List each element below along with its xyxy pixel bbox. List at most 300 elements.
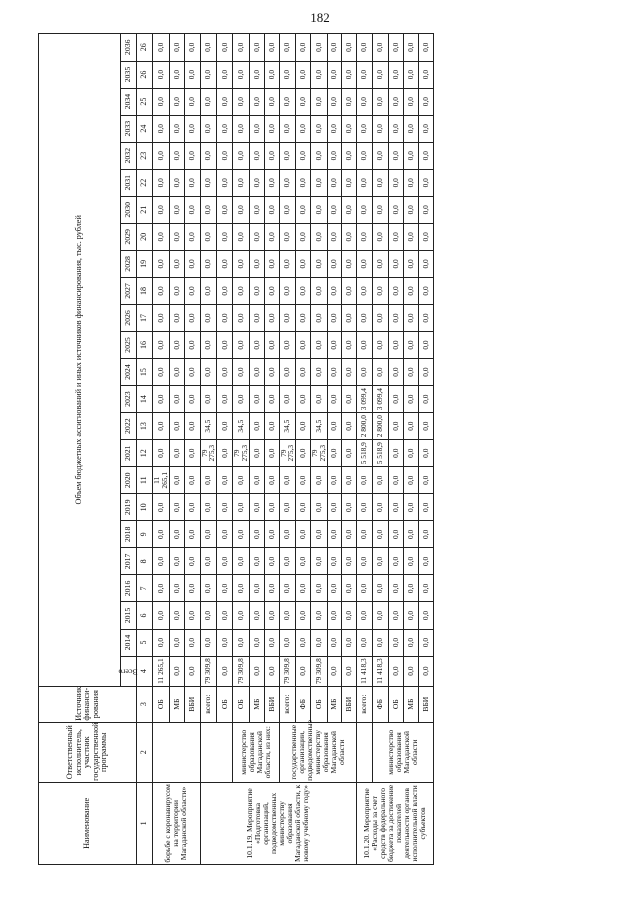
year-value-cell: 0,0 [372,115,388,142]
year-value-cell: 0,0 [372,196,388,223]
year-value-cell: 0,0 [327,223,341,250]
year-value-cell: 0,0 [403,494,418,521]
year-value-cell: 0,0 [296,413,311,440]
source-cell: ОБ [388,686,403,722]
year-value-cell: 0,0 [311,61,328,88]
year-value-cell: 0,0 [327,440,341,467]
year-value-cell: 0,0 [217,494,233,521]
year-value-cell: 0,0 [327,386,341,413]
year-value-cell: 0,0 [403,250,418,277]
year-value-cell: 0,0 [200,575,217,602]
year-value-cell: 0,0 [264,332,279,359]
year-value-cell: 0,0 [341,223,356,250]
year-value-cell: 0,0 [264,413,279,440]
year-value-cell: 0,0 [311,196,328,223]
year-value-cell: 0,0 [279,359,296,386]
year-value-cell: 0,0 [388,277,403,304]
year-value-cell: 0,0 [356,332,372,359]
header-name: Наименование [39,782,137,864]
year-value-cell: 0,0 [311,359,328,386]
year-value-cell: 0,0 [217,629,233,656]
year-value-cell: 0,0 [279,34,296,62]
year-value-cell: 0,0 [200,61,217,88]
header-year: 2029 [121,223,137,250]
year-value-cell: 0,0 [184,413,200,440]
column-index: 14 [137,386,153,413]
source-cell: всего: [279,686,296,722]
total-value-cell: 0,0 [388,656,403,686]
year-value-cell: 0,0 [296,115,311,142]
responsible-cell: министерство образования Магаданской области, из них: [233,722,280,782]
year-value-cell: 0,0 [356,359,372,386]
header-year: 2026 [121,304,137,331]
year-value-cell: 0,0 [184,61,200,88]
year-value-cell: 0,0 [418,440,433,467]
year-value-cell: 0,0 [279,169,296,196]
year-value-cell: 0,0 [264,521,279,548]
year-value-cell: 0,0 [296,34,311,62]
year-value-cell: 0,0 [233,88,250,115]
year-value-cell: 0,0 [169,61,184,88]
year-value-cell: 0,0 [217,223,233,250]
header-year: 2017 [121,548,137,575]
year-value-cell: 0,0 [184,521,200,548]
year-value-cell: 0,0 [403,575,418,602]
year-value-cell: 0,0 [418,61,433,88]
year-value-cell: 5 518,9 [372,440,388,467]
year-value-cell: 0,0 [388,196,403,223]
year-value-cell: 0,0 [341,521,356,548]
year-value-cell: 0,0 [403,196,418,223]
year-value-cell: 0,0 [233,277,250,304]
year-value-cell: 0,0 [184,467,200,494]
year-value-cell: 0,0 [184,386,200,413]
column-index: 21 [137,196,153,223]
year-value-cell: 0,0 [169,413,184,440]
year-value-cell: 0,0 [296,575,311,602]
year-value-cell: 0,0 [249,304,264,331]
year-value-cell: 0,0 [264,602,279,629]
year-value-cell: 0,0 [169,602,184,629]
year-value-cell: 0,0 [233,629,250,656]
header-year: 2022 [121,413,137,440]
header-total: Всего [121,656,137,686]
year-value-cell: 79 275,3 [311,440,328,467]
year-value-cell: 0,0 [233,115,250,142]
column-index: 6 [137,602,153,629]
year-value-cell: 0,0 [184,250,200,277]
year-value-cell: 0,0 [279,142,296,169]
total-value-cell: 79 309,8 [200,656,217,686]
year-value-cell: 0,0 [249,250,264,277]
year-value-cell: 0,0 [249,521,264,548]
year-value-cell: 0,0 [356,196,372,223]
year-value-cell: 0,0 [249,169,264,196]
event-name-cell: борьбе с коронавирусом на территории Магаданской области» [153,782,201,864]
year-value-cell: 0,0 [327,548,341,575]
year-value-cell: 0,0 [311,521,328,548]
year-value-cell: 0,0 [356,494,372,521]
year-value-cell: 0,0 [169,575,184,602]
year-value-cell: 0,0 [327,494,341,521]
year-value-cell: 0,0 [169,88,184,115]
year-value-cell: 0,0 [418,196,433,223]
year-value-cell: 0,0 [279,196,296,223]
column-index: 15 [137,359,153,386]
year-value-cell: 0,0 [249,115,264,142]
year-value-cell: 0,0 [403,223,418,250]
year-value-cell: 0,0 [418,548,433,575]
year-value-cell: 0,0 [296,521,311,548]
year-value-cell: 0,0 [388,223,403,250]
year-value-cell: 0,0 [169,629,184,656]
year-value-cell: 0,0 [264,115,279,142]
year-value-cell: 0,0 [233,169,250,196]
year-value-cell: 0,0 [249,34,264,62]
year-value-cell: 0,0 [264,34,279,62]
year-value-cell: 0,0 [264,196,279,223]
table-row [372,34,388,865]
year-value-cell: 34,5 [200,413,217,440]
header-year: 2032 [121,142,137,169]
year-value-cell: 0,0 [372,521,388,548]
year-value-cell: 0,0 [403,602,418,629]
year-value-cell: 0,0 [388,304,403,331]
year-value-cell: 0,0 [341,602,356,629]
year-value-cell: 0,0 [327,521,341,548]
year-value-cell: 0,0 [184,304,200,331]
year-value-cell: 0,0 [388,88,403,115]
year-value-cell: 0,0 [217,115,233,142]
year-value-cell: 0,0 [341,250,356,277]
year-value-cell: 0,0 [264,277,279,304]
year-value-cell: 0,0 [169,304,184,331]
year-value-cell: 0,0 [327,332,341,359]
header-year: 2023 [121,386,137,413]
year-value-cell: 0,0 [169,359,184,386]
year-value-cell: 0,0 [249,61,264,88]
year-value-cell: 0,0 [403,142,418,169]
year-value-cell: 0,0 [311,304,328,331]
year-value-cell: 0,0 [153,142,170,169]
year-value-cell: 0,0 [403,34,418,62]
year-value-cell: 0,0 [296,494,311,521]
year-value-cell: 0,0 [403,440,418,467]
year-value-cell: 0,0 [327,169,341,196]
year-value-cell: 0,0 [356,61,372,88]
year-value-cell: 0,0 [388,386,403,413]
year-value-cell: 0,0 [200,386,217,413]
year-value-cell: 0,0 [403,629,418,656]
year-value-cell: 0,0 [311,277,328,304]
year-value-cell: 0,0 [418,88,433,115]
header-year: 2030 [121,196,137,223]
year-value-cell: 0,0 [403,386,418,413]
year-value-cell: 2 800,0 [356,413,372,440]
year-value-cell: 0,0 [356,88,372,115]
year-value-cell: 0,0 [217,304,233,331]
year-value-cell: 0,0 [341,413,356,440]
year-value-cell: 0,0 [341,169,356,196]
year-value-cell: 0,0 [217,142,233,169]
year-value-cell: 0,0 [233,61,250,88]
column-index: 20 [137,223,153,250]
year-value-cell: 0,0 [200,629,217,656]
year-value-cell: 0,0 [418,277,433,304]
year-value-cell: 0,0 [169,142,184,169]
year-value-cell: 0,0 [388,467,403,494]
year-value-cell: 0,0 [341,277,356,304]
year-value-cell: 0,0 [200,548,217,575]
year-value-cell: 0,0 [169,277,184,304]
year-value-cell: 0,0 [296,332,311,359]
column-index: 10 [137,494,153,521]
year-value-cell: 0,0 [169,169,184,196]
year-value-cell: 0,0 [388,575,403,602]
source-cell: всего: [200,686,217,722]
total-value-cell: 0,0 [184,656,200,686]
source-cell: ОБ [217,686,233,722]
year-value-cell: 0,0 [217,196,233,223]
year-value-cell: 0,0 [372,88,388,115]
year-value-cell: 0,0 [372,575,388,602]
year-value-cell: 0,0 [200,494,217,521]
year-value-cell: 0,0 [372,250,388,277]
year-value-cell: 0,0 [249,142,264,169]
year-value-cell: 2 800,0 [372,413,388,440]
year-value-cell: 0,0 [279,467,296,494]
year-value-cell: 0,0 [403,88,418,115]
year-value-cell: 0,0 [356,548,372,575]
year-value-cell: 0,0 [327,34,341,62]
year-value-cell: 0,0 [418,575,433,602]
event-name-cell: 10.1.19. Мероприятие «Подготовка организаций, подведомственных министерству образования Магаданской области, к новому учебному году» [200,782,356,864]
table-row [153,34,170,865]
year-value-cell: 0,0 [372,494,388,521]
column-index: 9 [137,521,153,548]
year-value-cell: 0,0 [153,250,170,277]
column-index: 7 [137,575,153,602]
year-value-cell: 0,0 [388,494,403,521]
header-year: 2020 [121,467,137,494]
year-value-cell: 0,0 [327,304,341,331]
year-value-cell: 0,0 [153,386,170,413]
year-value-cell: 0,0 [311,169,328,196]
column-index: 16 [137,332,153,359]
total-value-cell: 0,0 [327,656,341,686]
year-value-cell: 0,0 [233,575,250,602]
year-value-cell: 0,0 [264,386,279,413]
year-value-cell: 0,0 [296,440,311,467]
header-year: 2016 [121,575,137,602]
year-value-cell: 0,0 [217,332,233,359]
year-value-cell: 0,0 [388,34,403,62]
column-index: 4 [137,656,153,686]
year-value-cell: 0,0 [356,142,372,169]
year-value-cell: 0,0 [184,494,200,521]
year-value-cell: 0,0 [249,223,264,250]
year-value-cell: 0,0 [372,34,388,62]
header-year: 2034 [121,88,137,115]
year-value-cell: 0,0 [200,332,217,359]
total-value-cell: 79 309,8 [279,656,296,686]
responsible-cell [356,722,372,782]
year-value-cell: 0,0 [200,196,217,223]
year-value-cell: 0,0 [217,440,233,467]
year-value-cell: 0,0 [418,304,433,331]
source-cell: ОБ [311,686,328,722]
column-index: 12 [137,440,153,467]
year-value-cell: 0,0 [233,196,250,223]
header-year: 2033 [121,115,137,142]
year-value-cell: 0,0 [249,548,264,575]
year-value-cell: 0,0 [279,223,296,250]
year-value-cell: 0,0 [356,115,372,142]
year-value-cell: 0,0 [184,142,200,169]
year-value-cell: 0,0 [388,629,403,656]
total-value-cell: 0,0 [418,656,433,686]
year-value-cell: 0,0 [327,142,341,169]
year-value-cell: 3 099,4 [372,386,388,413]
year-value-cell: 0,0 [249,196,264,223]
year-value-cell: 0,0 [372,142,388,169]
header-year: 2031 [121,169,137,196]
header-year: 2015 [121,602,137,629]
year-value-cell: 0,0 [388,602,403,629]
source-cell: МБ [327,686,341,722]
header-year: 2028 [121,250,137,277]
year-value-cell: 0,0 [296,88,311,115]
year-value-cell: 0,0 [356,304,372,331]
year-value-cell: 0,0 [233,467,250,494]
year-value-cell: 0,0 [341,548,356,575]
year-value-cell: 0,0 [200,223,217,250]
total-value-cell: 0,0 [264,656,279,686]
column-index: 23 [137,142,153,169]
year-value-cell: 0,0 [388,142,403,169]
year-value-cell: 0,0 [418,332,433,359]
year-value-cell: 0,0 [153,61,170,88]
year-value-cell: 0,0 [403,332,418,359]
year-value-cell: 0,0 [200,142,217,169]
source-cell: ФБ [372,686,388,722]
year-value-cell: 0,0 [418,34,433,62]
year-value-cell: 0,0 [184,34,200,62]
year-value-cell: 0,0 [184,440,200,467]
year-value-cell: 0,0 [249,277,264,304]
year-value-cell: 0,0 [296,304,311,331]
year-value-cell: 0,0 [372,467,388,494]
year-value-cell: 79 275,3 [233,440,250,467]
year-value-cell: 0,0 [264,575,279,602]
year-value-cell: 0,0 [184,196,200,223]
year-value-cell: 0,0 [153,223,170,250]
year-value-cell: 0,0 [418,494,433,521]
year-value-cell: 0,0 [341,88,356,115]
year-value-cell: 0,0 [217,34,233,62]
year-value-cell: 34,5 [233,413,250,440]
year-value-cell: 0,0 [249,88,264,115]
column-index: 8 [137,548,153,575]
year-value-cell: 0,0 [184,359,200,386]
year-value-cell: 3 099,4 [356,386,372,413]
year-value-cell: 0,0 [296,223,311,250]
column-index: 17 [137,304,153,331]
year-value-cell: 0,0 [233,142,250,169]
year-value-cell: 0,0 [296,467,311,494]
year-value-cell: 0,0 [200,304,217,331]
year-value-cell: 0,0 [418,413,433,440]
year-value-cell: 0,0 [341,196,356,223]
year-value-cell: 0,0 [311,34,328,62]
page-number: 182 [310,10,330,25]
year-value-cell: 0,0 [153,115,170,142]
year-value-cell: 0,0 [341,440,356,467]
year-value-cell: 0,0 [279,250,296,277]
year-value-cell: 0,0 [217,413,233,440]
total-value-cell: 0,0 [249,656,264,686]
year-value-cell: 0,0 [341,304,356,331]
year-value-cell: 0,0 [388,521,403,548]
year-value-cell: 0,0 [296,277,311,304]
year-value-cell: 11 265,1 [153,467,170,494]
year-value-cell: 0,0 [217,250,233,277]
year-value-cell: 0,0 [356,223,372,250]
year-value-cell: 0,0 [327,413,341,440]
year-value-cell: 0,0 [341,467,356,494]
year-value-cell: 0,0 [356,602,372,629]
year-value-cell: 0,0 [233,332,250,359]
year-value-cell: 0,0 [372,359,388,386]
year-value-cell: 0,0 [388,332,403,359]
year-value-cell: 0,0 [418,223,433,250]
year-value-cell: 0,0 [217,169,233,196]
year-value-cell: 0,0 [249,440,264,467]
year-value-cell: 0,0 [153,413,170,440]
year-value-cell: 0,0 [311,386,328,413]
year-value-cell: 79 275,3 [279,440,296,467]
year-value-cell: 0,0 [264,440,279,467]
year-value-cell: 0,0 [217,61,233,88]
source-cell: МБ [169,686,184,722]
year-value-cell: 34,5 [311,413,328,440]
year-value-cell: 0,0 [217,88,233,115]
year-value-cell: 0,0 [264,61,279,88]
year-value-cell: 0,0 [279,386,296,413]
year-value-cell: 0,0 [217,359,233,386]
year-value-cell: 0,0 [233,304,250,331]
column-index: 11 [137,467,153,494]
total-value-cell: 0,0 [217,656,233,686]
year-value-cell: 0,0 [184,169,200,196]
year-value-cell: 0,0 [264,359,279,386]
year-value-cell: 0,0 [311,223,328,250]
source-cell: ВБИ [341,686,356,722]
year-value-cell: 0,0 [418,629,433,656]
year-value-cell: 0,0 [169,386,184,413]
year-value-cell: 0,0 [327,61,341,88]
year-value-cell: 0,0 [200,467,217,494]
year-value-cell: 0,0 [418,386,433,413]
year-value-cell: 0,0 [169,223,184,250]
year-value-cell: 0,0 [311,548,328,575]
year-value-cell: 0,0 [217,277,233,304]
year-value-cell: 0,0 [403,359,418,386]
year-value-cell: 0,0 [311,494,328,521]
year-value-cell: 0,0 [153,494,170,521]
year-value-cell: 0,0 [184,88,200,115]
year-value-cell: 0,0 [418,467,433,494]
